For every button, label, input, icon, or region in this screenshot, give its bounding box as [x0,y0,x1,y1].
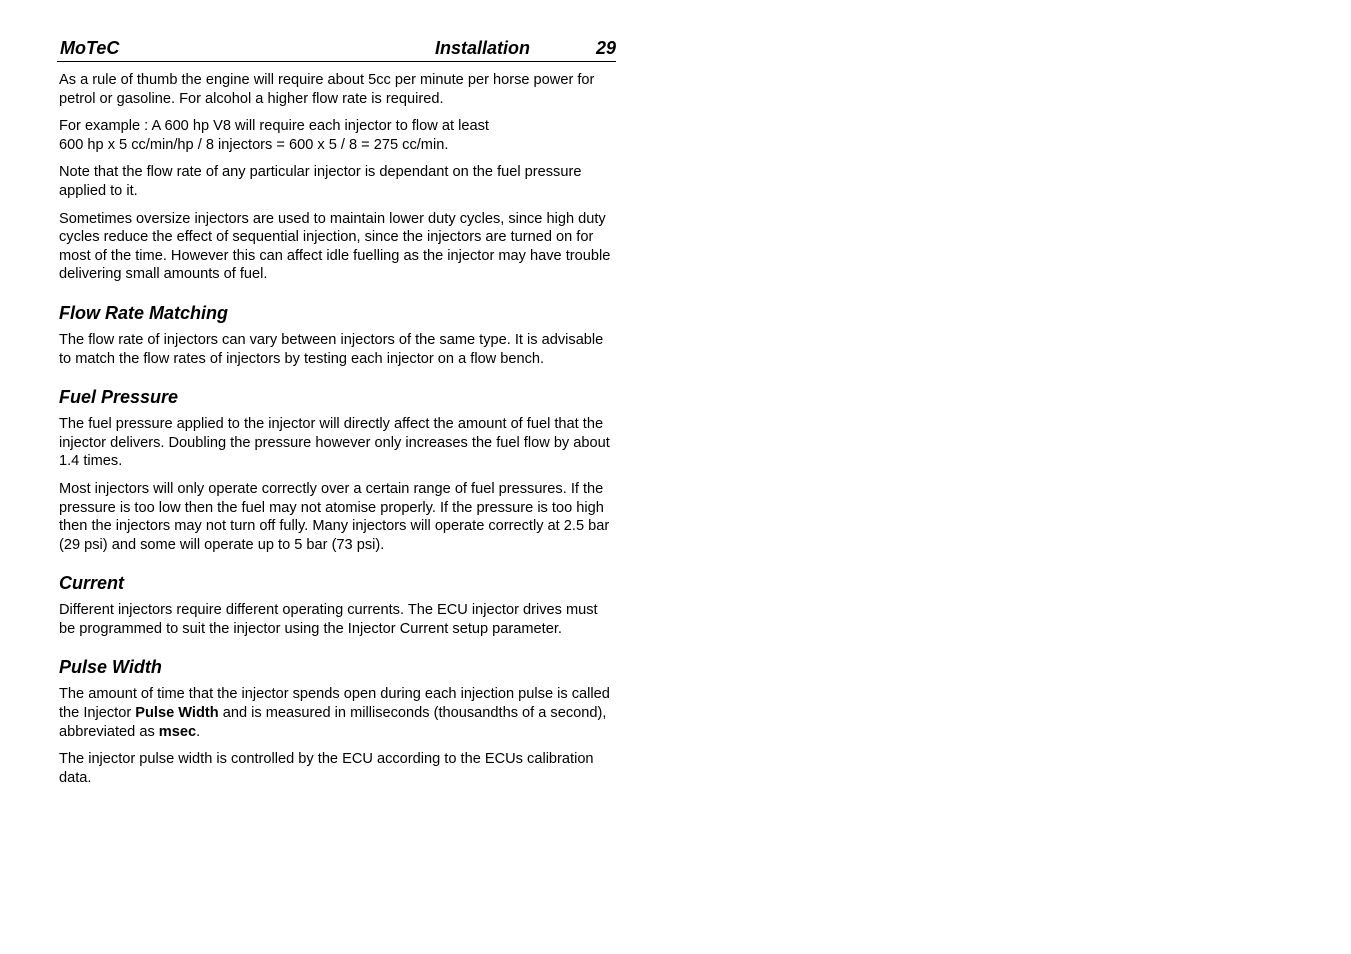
pulse-width-paragraph-2: The injector pulse width is controlled by the ECU according to the ECUs calibration data. [59,751,594,786]
current-paragraph-1: Different injectors require different operating currents. The ECU injector drives must be programmed to suit the injector using the Injector Current setup parameter. [59,602,598,637]
page-header [57,36,616,62]
page-content [57,62,616,787]
header-page-number: 29 [595,38,616,58]
header-brand: MoTeC [60,38,120,58]
heading-flow-rate-matching: Flow Rate Matching [59,302,229,323]
flow-rate-paragraph-1: The flow rate of injectors can vary between injectors of the same type. It is advisable to match the flow rates of injectors by testing each injector on a flow bench. [59,331,604,367]
pulse-width-paragraph-1 [59,685,616,741]
intro-paragraph-3: Note that the flow rate of any particular injector is dependant on the fuel pressure applied to it. [59,164,582,199]
pulse-width-text-3: . [196,723,201,740]
heading-pulse-width: Pulse Width [59,657,162,678]
intro-example-line-1: For example : A 600 hp V8 will require each injector to flow at least [59,118,489,135]
header-section: Installation [435,38,531,58]
fuel-pressure-paragraph-1: The fuel pressure applied to the injector will directly affect the amount of fuel that the injector delivers. Doubling the pressure however only increases the fuel flow by about 1.4 times. [59,416,610,470]
pulse-width-term: Pulse Width [135,705,219,722]
heading-current: Current [59,573,125,594]
document-page [57,36,616,796]
pulse-width-text-1: The amount of time that the injector spends open during each injection pulse is called the Injector [59,686,610,722]
intro-paragraph-1: As a rule of thumb the engine will require about 5cc per minute per horse power for petrol or gasoline. For alcohol a higher flow rate is required. [59,72,595,107]
intro-example-line-2: 600 hp x 5 cc/min/hp / 8 injectors = 600 x 5 / 8 = 275 cc/min. [59,136,449,153]
fuel-pressure-paragraph-2: Most injectors will only operate correctly over a certain range of fuel pressures. If the pressure is too low then the fuel may not atomise properly. If the pressure is too high then the injectors may not turn off fully. Many injectors will operate correctly at 2.5 bar (29 psi) and some will operate up to 5 bar (73 psi). [59,480,610,553]
intro-paragraph-4: Sometimes oversize injectors are used to maintain lower duty cycles, since high duty cycles reduce the effect of sequential injection, since the injectors are turned on for most of the time. However this can affect idle fuelling as the injector may have trouble delivering small amounts of fuel. [59,210,611,283]
pulse-width-text-2: and is measured in milliseconds (thousandths of a second), abbreviated as [59,705,607,740]
msec-term: msec [158,723,197,740]
intro-paragraph-2 [59,117,616,154]
heading-fuel-pressure: Fuel Pressure [59,387,179,408]
